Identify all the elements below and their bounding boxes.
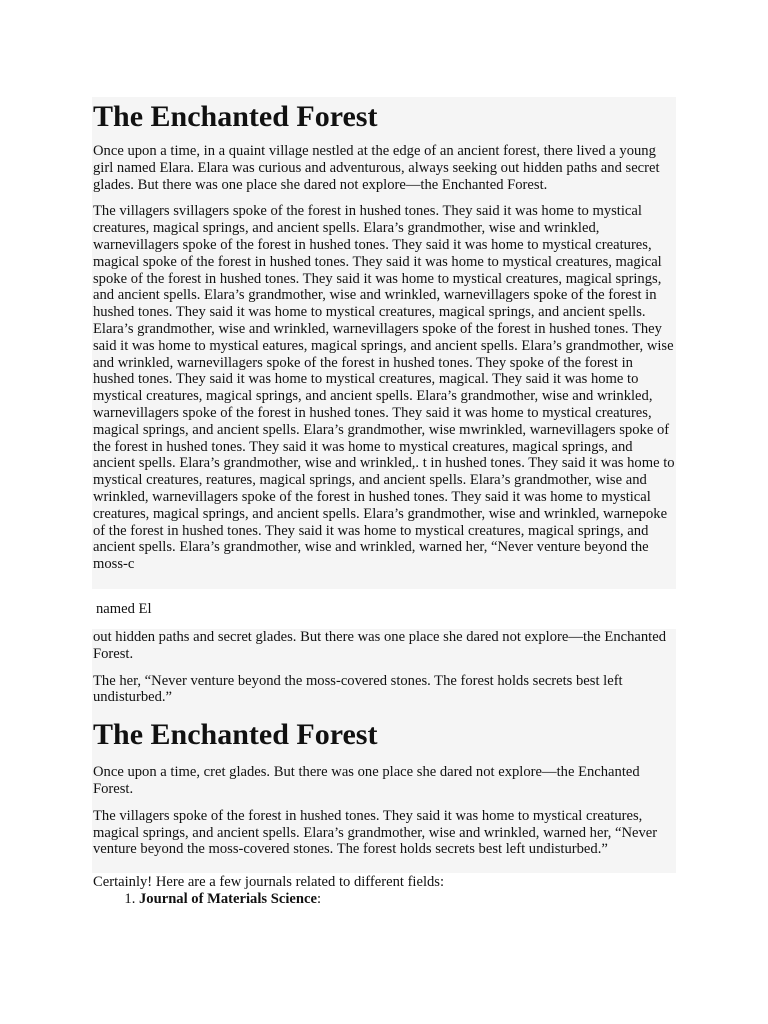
list-item bbox=[139, 891, 677, 908]
journal-name: Journal of Materials Science bbox=[139, 891, 317, 907]
story-title: The Enchanted Forest bbox=[93, 100, 378, 133]
journals-intro: Certainly! Here are a few journals related to different fields: bbox=[93, 874, 445, 890]
story-continuation-paragraph: out hidden paths and secret glades. But there was one place she dared not explore—the Enchanted Forest. bbox=[93, 629, 667, 662]
story-block-upper bbox=[92, 97, 676, 589]
journal-suffix: : bbox=[316, 891, 321, 907]
journals-section bbox=[93, 874, 677, 908]
story-warning-paragraph: The her, “Never venture beyond the moss-covered stones. The forest holds secrets best left undisturbed.” bbox=[93, 672, 623, 706]
story-title-repeat: The Enchanted Forest bbox=[93, 718, 378, 752]
story-villagers-paragraph-repeat: The villagers spoke of the forest in hushed tones. They said it was home to mystical creatures, magical springs, and ancient spells. Elara’s grandmother, wise and wrinkled, warned her, “Never venture beyond the moss-covered stones. The forest holds secrets best left undisturbed.” bbox=[93, 807, 658, 858]
story-villagers-paragraph: The villagers svillagers spoke of the forest in hushed tones. They said it was home to mystical creatures, magical springs, and ancient spells. Elara’s grandmother, wise and wrinkled, warnevillagers spoke of the forest in hushed tones. They said it was home to mystical creatures, magical spoke of the forest in hushed tones. They said it was home to mystical creatures, magical spoke of the forest in hushed tones. They said it was home to mystical creatures, magical springs, and ancient spells. Elara’s grandmother, wise and wrinkled, warnevillagers spoke of the forest in hushed tones. They said it was home to mystical creatures, magical springs, and ancient spells. Elara’s grandmother, wise and wrinkled, warnevillagers spoke of the forest in hushed tones. They said it was home to mystical eatures, magical springs, and ancient spells. Elara’s grandmother, wise and wrinkled, warnevillagers spoke of the forest in hushed tones. They spoke of the forest in hushed tones. They said it was home to mystical creatures, magical. They said it was home to mystical creatures, magical springs, and ancient spells. Elara’s grandmother, wise and wrinkled, warnevillagers spoke of the forest in hushed tones. They said it was home to mystical creatures, magical springs, and ancient spells. Elara’s grandmother, wise mwrinkled, warnevillagers spoke of the forest in hushed tones. They said it was home to mystical creatures, magical springs, and ancient spells. Elara’s grandmother, wise and wrinkled,. t in hushed tones. They said it was home to mystical creatures, reatures, magical springs, and ancient spells. Elara’s grandmother, wise and wrinkled, warnevillagers spoke of the forest in hushed tones. They said it was home to mystical creatures, magical springs, and ancient spells. Elara’s grandmother, wise and wrinkled, warnepoke of the forest in hushed tones. They said it was home to mystical creatures, magical springs, and ancient spells. Elara’s grandmother, wise and wrinkled, warned her, “Never venture beyond the moss-c bbox=[93, 203, 675, 573]
stray-text-fragment: named El bbox=[96, 601, 152, 617]
story-block-lower bbox=[92, 629, 676, 873]
journals-list bbox=[93, 891, 677, 908]
story-intro-paragraph-repeat: Once upon a time, cret glades. But there was one place she dared not explore—the Enchanted Forest. bbox=[93, 764, 640, 797]
story-intro-paragraph: Once upon a time, in a quaint village nestled at the edge of an ancient forest, there lived a young girl named Elara. Elara was curious and adventurous, always seeking out hidden paths and secret glades. But there was one place she dared not explore—the Enchanted Forest. bbox=[93, 143, 660, 193]
